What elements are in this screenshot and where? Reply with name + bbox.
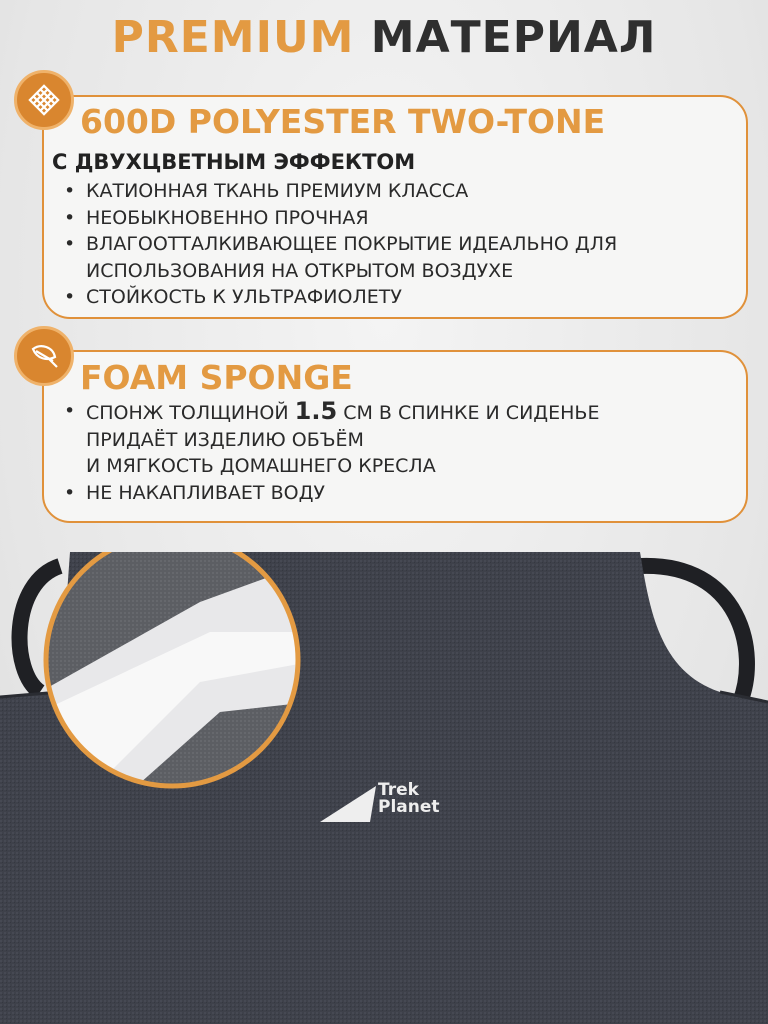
list-item: • КАТИОННАЯ ТКАНЬ ПРЕМИУМ КЛАССА	[62, 178, 617, 205]
list-item: • НЕ НАКАПЛИВАЕТ ВОДУ	[62, 480, 599, 507]
list-item: И МЯГКОСТЬ ДОМАШНЕГО КРЕСЛА	[86, 455, 436, 477]
list-item: • НЕОБЫКНОВЕННО ПРОЧНАЯ	[62, 205, 617, 232]
woven-fabric-icon	[14, 70, 74, 130]
foam-heading: FOAM SPONGE	[80, 358, 353, 397]
list-item: ПРИДАЁТ ИЗДЕЛИЮ ОБЪЁМ	[86, 428, 364, 451]
list-item: ИСПОЛЬЗОВАНИЯ НА ОТКРЫТОМ ВОЗДУХЕ	[86, 259, 514, 282]
list-item: • СТОЙКОСТЬ К УЛЬТРАФИОЛЕТУ	[62, 284, 617, 311]
page-title: PREMIUM МАТЕРИАЛ	[111, 12, 657, 63]
material-subheading: С ДВУХЦВЕТНЫМ ЭФФЕКТОМ	[52, 150, 416, 174]
list-item: • ВЛАГООТТАЛКИВАЮЩЕЕ ПОКРЫТИЕ ИДЕАЛЬНО ДЛЯ	[62, 231, 617, 258]
feather-icon	[14, 326, 74, 386]
foam-bullets	[62, 398, 599, 506]
material-bullets	[62, 178, 617, 311]
material-heading: 600D POLYESTER TWO-TONE	[80, 102, 606, 141]
list-item: • СПОНЖ ТОЛЩИНОЙ 1.5 СМ В СПИНКЕ И СИДЕНЬЕ	[62, 398, 599, 427]
